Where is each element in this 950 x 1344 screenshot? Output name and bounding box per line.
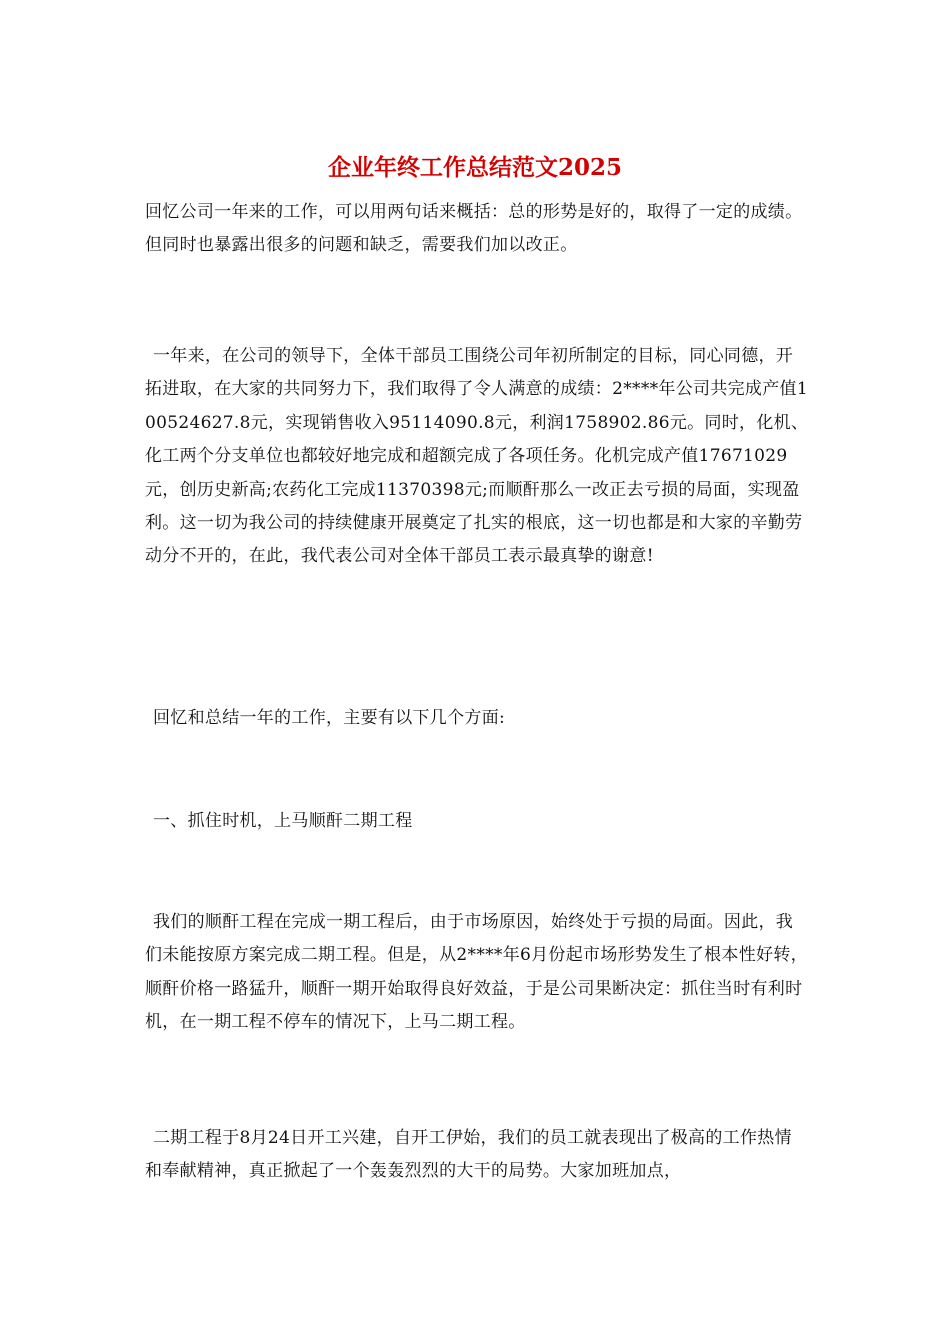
paragraph-phase-two: 二期工程于8月24日开工兴建，自开工伊始，我们的员工就表现出了极高的工作热情和奉献精神，真正掀起了一个轰轰烈烈的大干的局势。大家加班加点， — [145, 1128, 792, 1182]
section-heading-1: 一、抓住时机，上马顺酐二期工程 — [153, 811, 413, 831]
paragraph-summary-lead: 回忆和总结一年的工作，主要有以下几个方面: — [153, 708, 506, 728]
paragraph-phase-one: 我们的顺酐工程在完成一期工程后，由于市场原因，始终处于亏损的局面。因此，我们未能按原方案完成二期工程。但是，从2****年6月份起市场形势发生了根本性好转，顺酐价格一路猛升，顺酐一期开始取得良好效益，于是公司果断决定：抓住当时有利时机，在一期工程不停车的情况下，上马二期工程。 — [145, 912, 808, 1033]
document-title: 企业年终工作总结范文2025 — [327, 154, 622, 181]
paragraph-intro: 回忆公司一年来的工作，可以用两句话来概括：总的形势是好的，取得了一定的成绩。但同时也暴露出很多的问题和缺乏，需要我们加以改正。 — [145, 202, 803, 256]
paragraph-achievements: 一年来，在公司的领导下，全体干部员工围绕公司年初所制定的目标，同心同德，开拓进取，在大家的共同努力下，我们取得了令人满意的成绩：2****年公司共完成产值100524627.8元，实现销售收入95114090.8元，利润1758902.86元。同时，化机、化工两个分支单位也都较好地完成和超额完成了各项任务。化机完成产值17671029元，创历史新高;农药化工完成11370398元;而顺酐那么一改正去亏损的局面，实现盈利。这一切为我公司的持续健康开展奠定了扎实的根底，这一切也都是和大家的辛勤劳动分不开的，在此，我代表公司对全体干部员工表示最真挚的谢意! — [145, 346, 809, 567]
